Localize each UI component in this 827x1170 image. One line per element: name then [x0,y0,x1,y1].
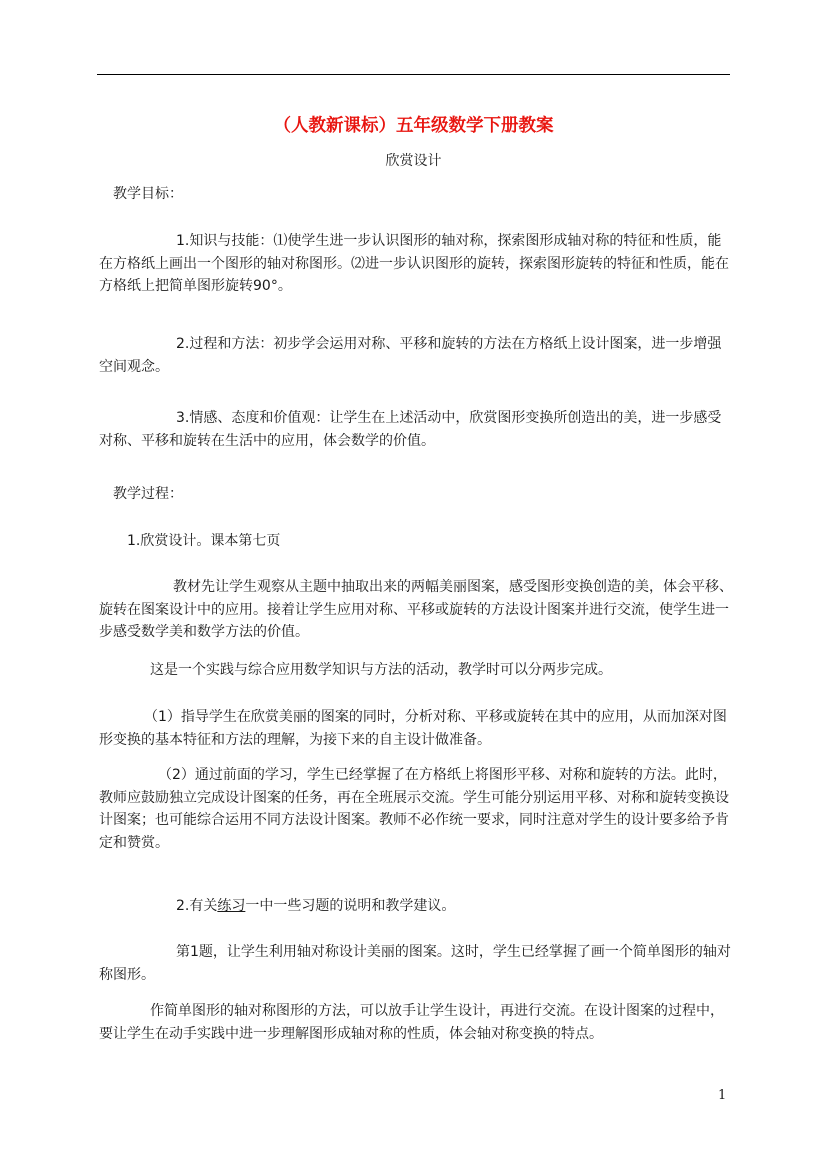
goal-1 [99,230,733,298]
document-title: （人教新课标）五年级数学下册教案 [273,116,554,136]
goal-3-text: 3.情感、态度和价值观：让学生在上述活动中，欣赏图形变换所创造出的美，进一步感受对称、平移和旋转在生活中的应用，体会数学的价值。 [99,410,722,449]
paragraph-2-text: 这是一个实践与综合应用数学知识与方法的活动，教学时可以分两步完成。 [150,662,612,678]
page-number: 1 [718,1088,727,1103]
paragraph-5-text: 第1题，让学生利用轴对称设计美丽的图案。这时，学生已经掌握了画一个简单图形的轴对称图形。 [99,944,731,983]
paragraph-5 [99,941,733,986]
paragraph-4 [99,764,733,854]
paragraph-2 [99,659,733,682]
exercise-link[interactable]: 练习 [217,898,246,914]
paragraph-4-text: （2）通过前面的学习，学生已经掌握了在方格纸上将图形平移、对称和旋转的方法。此时，教师应鼓励独立完成设计图案的任务，再在全班展示交流。学生可能分别运用平移、对称和旋转变换设计图案；也可能综合运用不同方法设计图案。教师不必作统一要求，同时注意对学生的设计要多给予肯定和赞赏。 [99,767,729,851]
paragraph-6-text: 作简单图形的轴对称图形的方法，可以放手让学生设计，再进行交流。在设计图案的过程中，要让学生在动手实践中进一步理解图形成轴对称的性质，体会轴对称变换的特点。 [99,1003,724,1042]
header-rule [97,74,730,75]
paragraph-1 [99,576,733,644]
step-2-prefix: 2.有关 [176,898,218,914]
paragraph-1-text: 教材先让学生观察从主题中抽取出来的两幅美丽图案，感受图形变换创造的美，体会平移、旋转在图案设计中的应用。接着让学生应用对称、平移或旋转的方法设计图案并进行交流，使学生进一步感受数学美和数学方法的价值。 [99,579,733,640]
goal-2 [99,333,733,378]
goals-heading: 教学目标： [113,186,183,202]
step-2-heading [176,895,455,917]
paragraph-3-text: （1）指导学生在欣赏美丽的图案的同时，分析对称、平移或旋转在其中的应用，从而加深对图形变换的基本特征和方法的理解，为接下来的自主设计做准备。 [99,709,727,748]
goal-3 [99,407,733,452]
process-heading: 教学过程： [113,486,183,502]
goal-1-text: 1.知识与技能：⑴使学生进一步认识图形的轴对称，探索图形成轴对称的特征和性质，能在方格纸上画出一个图形的轴对称图形。⑵进一步认识图形的旋转，探索图形旋转的特征和性质，能在方格纸上把简单图形旋转90°。 [99,233,729,294]
step-2-suffix: 一中一些习题的说明和教学建议。 [245,898,456,914]
goal-2-text: 2.过程和方法：初步学会运用对称、平移和旋转的方法在方格纸上设计图案，进一步增强空间观念。 [99,336,722,375]
paragraph-3 [99,706,733,751]
step-1-heading: 1.欣赏设计。课本第七页 [127,533,281,549]
paragraph-6 [99,1000,733,1045]
document-subtitle: 欣赏设计 [385,153,442,169]
